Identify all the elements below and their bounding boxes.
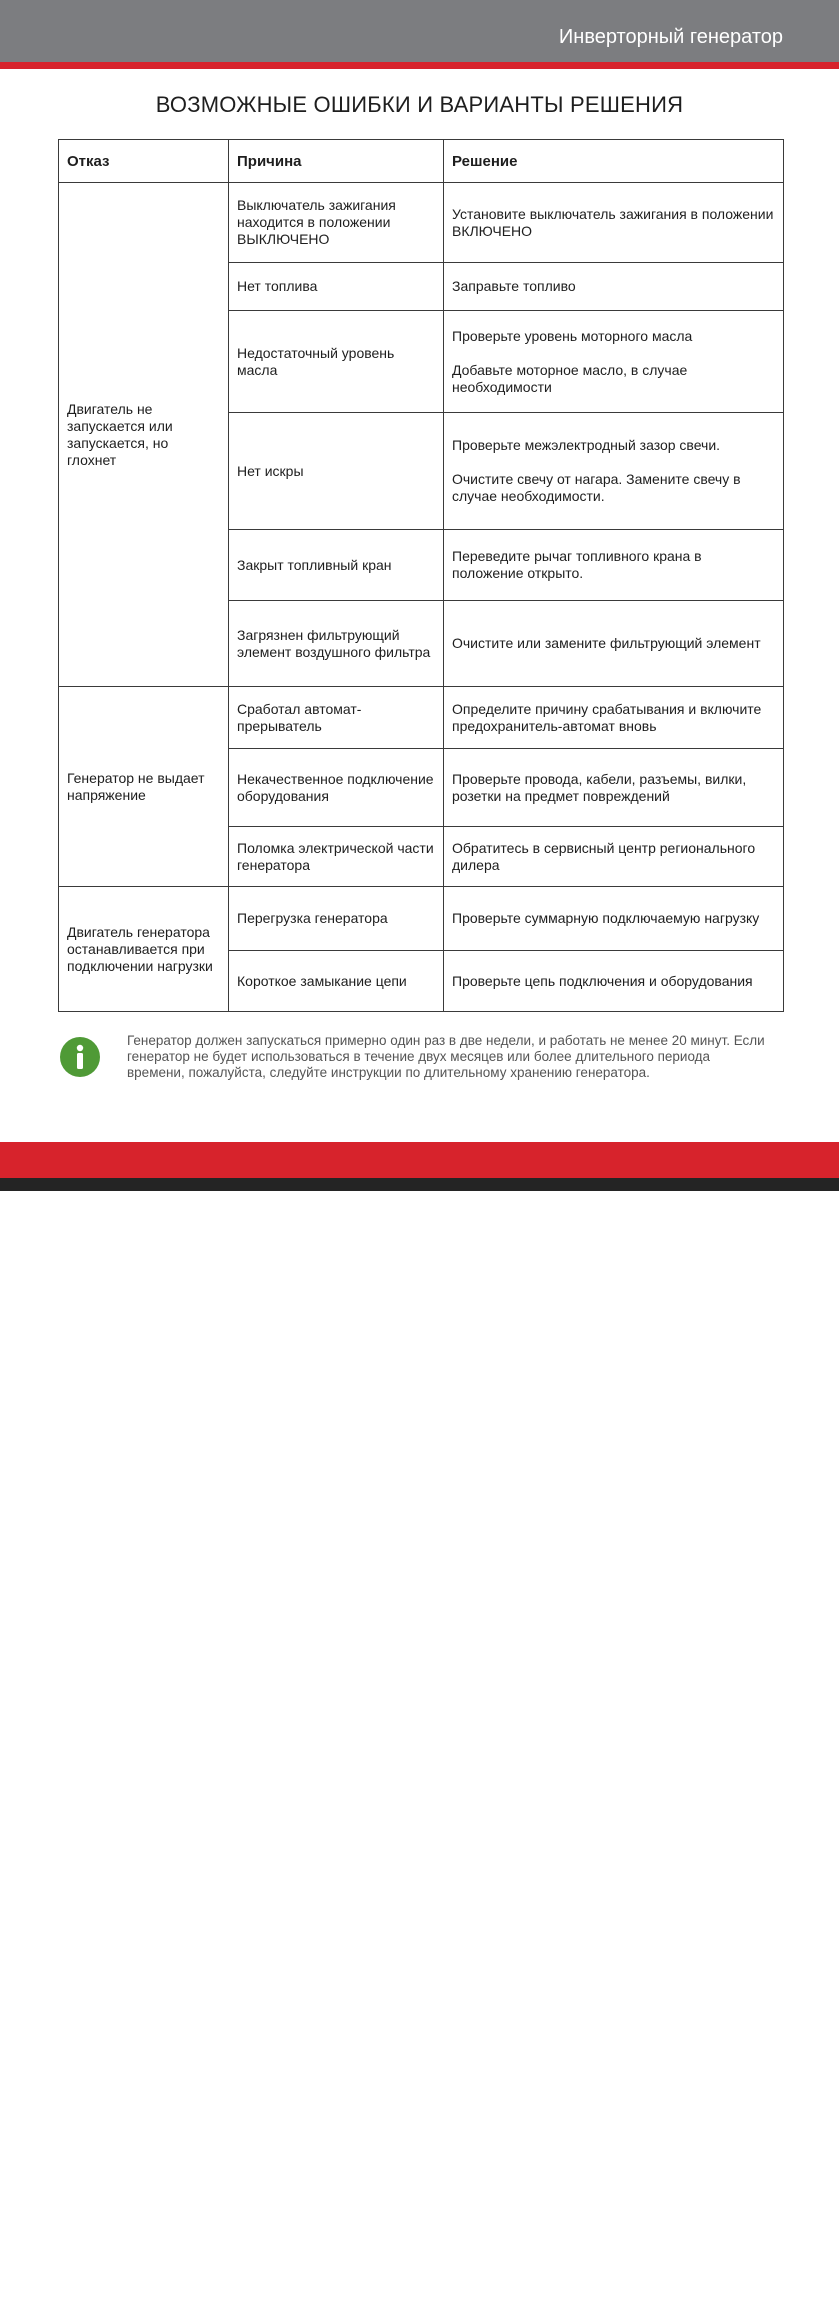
- solution-cell: [444, 749, 784, 827]
- page-number: 20: [405, 2292, 429, 2315]
- fault-cell: Двигатель не запускается или запускается, но глохнет: [59, 183, 229, 687]
- info-glyph: [60, 1037, 100, 1077]
- header-solution: Решение: [444, 140, 784, 183]
- header-title: Инверторный генератор: [558, 26, 783, 48]
- table-header-row: [59, 140, 784, 183]
- table-row: [59, 687, 784, 749]
- cause-cell: Нет топлива: [229, 263, 444, 311]
- solution-text: Проверьте уровень моторного масла: [452, 327, 693, 344]
- cause-cell: Загрязнен фильтрующий элемент воздушного фильтра: [229, 601, 444, 687]
- solution-text: Переведите рычаг топливного крана в положение открыто.: [452, 548, 702, 581]
- solution-cell: [444, 311, 784, 413]
- solution-text: Очистите или замените фильтрующий элемент: [452, 635, 761, 651]
- cause-cell: Недостаточный уровень масла: [229, 311, 444, 413]
- solution-text: Проверьте провода, кабели, разъемы, вилки, розетки на предмет повреждений: [452, 770, 747, 804]
- cause-cell: Некачественное подключение оборудования: [229, 749, 444, 827]
- table-row: [59, 183, 784, 263]
- header-cause: Причина: [229, 140, 444, 183]
- cause-cell: Короткое замыкание цепи: [229, 951, 444, 1012]
- fault-cell: Генератор не выдает напряжение: [59, 687, 229, 887]
- solution-text: Определите причину срабатывания и включите предохранитель-автомат вновь: [452, 700, 762, 734]
- solution-cell: [444, 183, 784, 263]
- cause-cell: Нет искры: [229, 413, 444, 530]
- solution-text: Установите выключатель зажигания в положении ВКЛЮЧЕНО: [452, 205, 774, 239]
- solution-cell: [444, 413, 784, 530]
- website-link[interactable]: www.a-ipower.ru: [626, 2292, 781, 2315]
- troubleshooting-table: [58, 139, 784, 1012]
- cause-cell: Сработал автомат-прерыватель: [229, 687, 444, 749]
- solution-cell: [444, 951, 784, 1012]
- page-title: ВОЗМОЖНЫЕ ОШИБКИ И ВАРИАНТЫ РЕШЕНИЯ: [155, 92, 684, 117]
- solution-cell: [444, 601, 784, 687]
- solution-cell: [444, 827, 784, 887]
- solution-text: Заправьте топливо: [452, 278, 576, 294]
- solution-text: Очистите свечу от нагара. Замените свечу в случае необходимости.: [452, 471, 741, 504]
- solution-text: Обратитесь в сервисный центр регионального дилера: [452, 839, 756, 873]
- cause-cell: Выключатель зажигания находится в положении ВЫКЛЮЧЕНО: [229, 183, 444, 263]
- footer-bar: [0, 1142, 839, 2315]
- solution-cell: [444, 530, 784, 601]
- header-fault: Отказ: [59, 140, 229, 183]
- info-note: Генератор должен запускаться примерно один раз в две недели, и работать не менее 20 минут. Если генератор не будет использоваться в течение двух месяцев или более длительного периода времени, пожалуйста, следуйте инструкции по длительному хранению генератора.: [127, 1033, 765, 1080]
- info-icon: [60, 1037, 100, 1077]
- fault-cell: Двигатель генератора останавливается при подключении нагрузки: [59, 887, 229, 1012]
- solution-text: Добавьте моторное масло, в случае необходимости: [452, 361, 688, 395]
- table-row: [59, 887, 784, 951]
- header-bar: [0, 0, 839, 62]
- solution-text: Проверьте межэлектродный зазор свечи.: [452, 437, 721, 453]
- solution-text: Проверьте суммарную подключаемую нагрузку: [452, 910, 760, 926]
- solution-cell: [444, 263, 784, 311]
- solution-cell: [444, 887, 784, 951]
- cause-cell: Перегрузка генератора: [229, 887, 444, 951]
- footer-dark-stripe: [0, 1178, 839, 1191]
- cause-cell: Поломка электрической части генератора: [229, 827, 444, 887]
- cause-cell: Закрыт топливный кран: [229, 530, 444, 601]
- header-accent-stripe: [0, 62, 839, 69]
- solution-cell: [444, 687, 784, 749]
- solution-text: Проверьте цепь подключения и оборудования: [452, 972, 753, 989]
